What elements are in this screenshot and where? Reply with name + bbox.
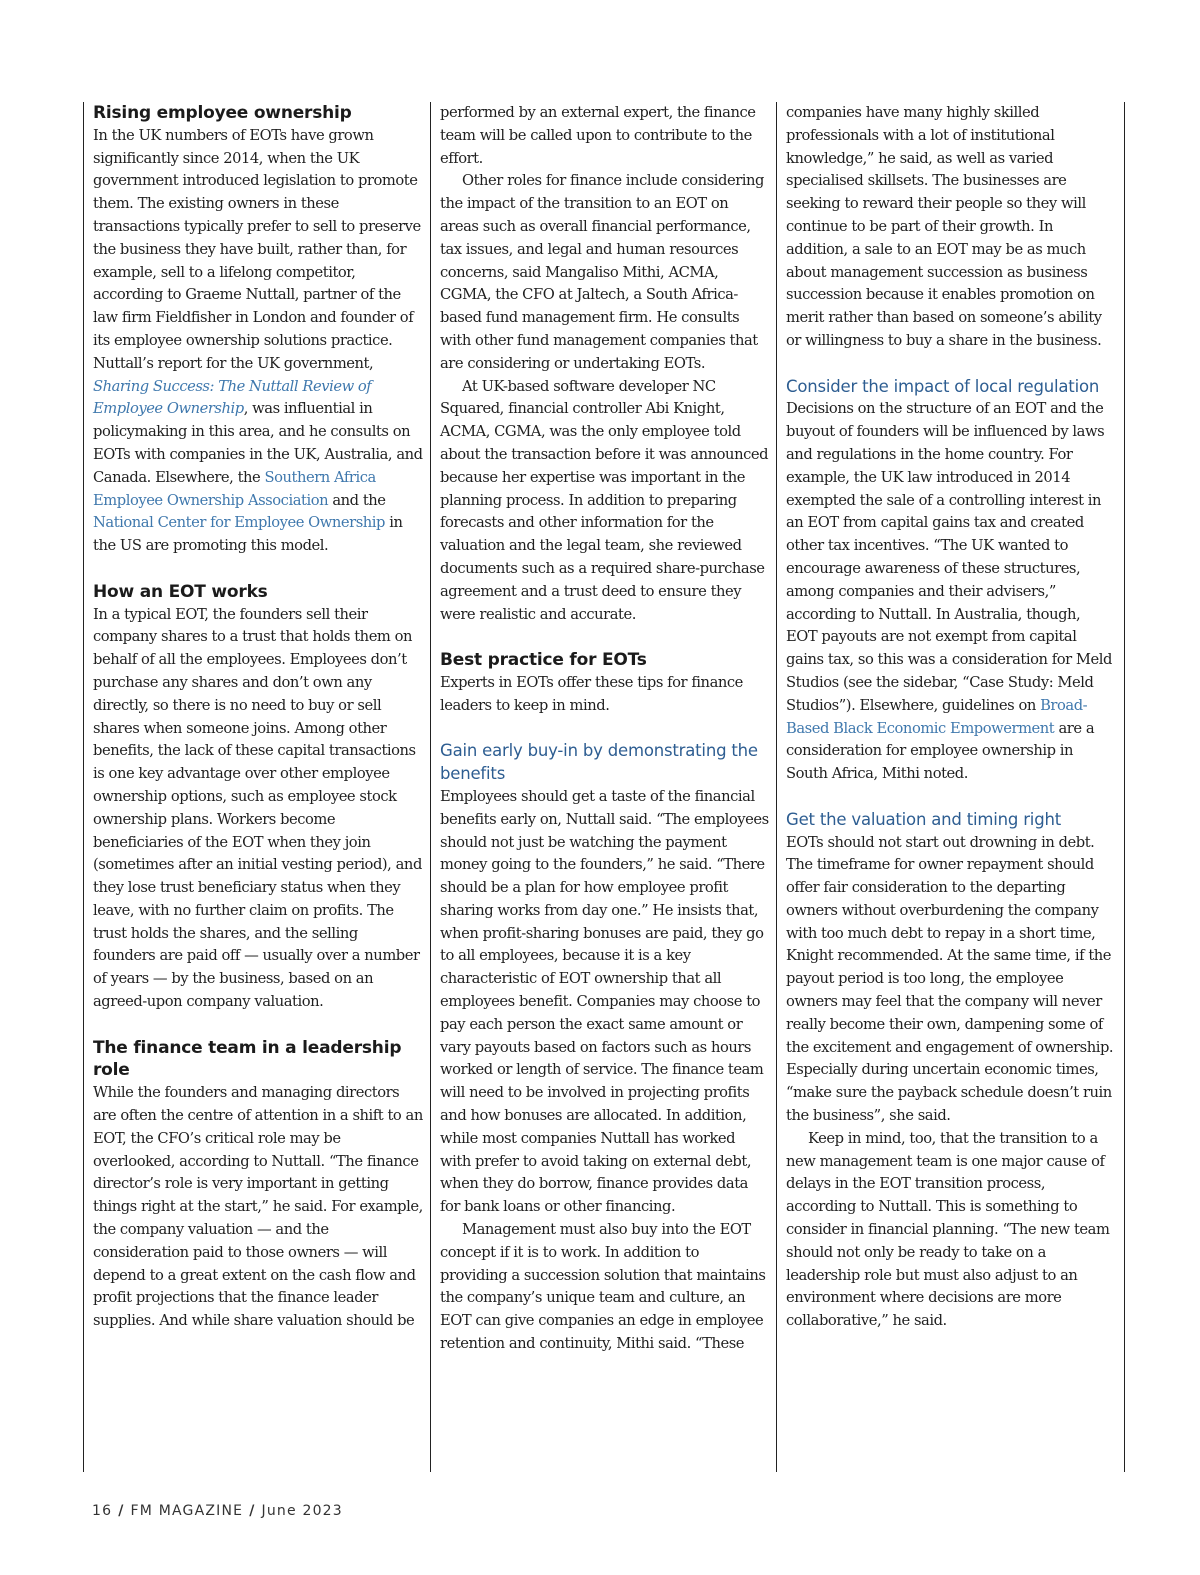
subheading-local-regulation: Consider the impact of local regulation <box>786 376 1100 396</box>
magazine-name: FM MAGAZINE <box>130 1503 244 1519</box>
link-southern-africa-eoa[interactable]: Southern Africa Employee Ownership Association <box>93 468 376 509</box>
paragraph-gain: Employees should get a taste of the financial benefits early on, Nuttall said. “The employees should not just be watching the payment money going to the founders,” he said. “There should be a plan for how employee profit sharing works from day one.” He insists that, when profit-sharing bonuses are paid, they go to all employees, because it is a key characteristic of EOT ownership that all employees benefit. Companies may choose to pay each person the exact same amount or vary payouts based on factors such as hours worked or length of service. The finance team will need to be involved in projecting profits and how bonuses are allocated. In addition, while most companies Nuttall has worked with prefer to avoid taking on external debt, when they do borrow, finance provides data for bank loans or other financing. <box>440 787 769 1216</box>
link-bbbee[interactable]: Broad-Based Black Economic Empowerment <box>786 696 1088 737</box>
paragraph-valuation: EOTs should not start out drowning in debt. The timeframe for owner repayment should offer fair consideration to the departing owners without overburdening the company with too much debt to repay in a short time, Knight recommended. At the same time, if the payout period is too long, the employee owners may feel that the company will never really become their own, dampening some of the excitement and engagement of ownership. Especially during uncertain economic times, “make sure the payback schedule doesn’t ruin the business”, she said. <box>786 833 1114 1125</box>
paragraph-rising <box>93 125 423 558</box>
column-3 <box>776 102 1125 1472</box>
link-sharing-success[interactable]: Sharing Success: The Nuttall Review of Employee Ownership <box>93 377 372 418</box>
subheading-gain-early-buy-in: Gain early buy-in by demonstrating the benefits <box>440 741 758 784</box>
text-segment: and the <box>328 491 386 509</box>
text-segment: , was influential in policymaking in this area, and he consults on EOTs with companies in the UK, Australia, and Canada. Elsewhere, the <box>93 400 423 486</box>
footer-separator: / <box>249 1503 256 1519</box>
column-1 <box>83 102 423 1472</box>
paragraph-best-practice: Experts in EOTs offer these tips for finance leaders to keep in mind. <box>440 673 743 714</box>
page-number: 16 <box>92 1503 113 1519</box>
paragraph-local-regulation <box>786 398 1114 786</box>
paragraph-finance: While the founders and managing directors are often the centre of attention in a shift to an EOT, the CFO’s critical role may be overlooked, according to Nuttall. “The finance director’s role is very important in getting things right at the start,” he said. For example, the company valuation — and the consideration paid to those owners — will depend to a great extent on the cash flow and profit projections that the finance leader supplies. And while share valuation should be <box>93 1084 423 1330</box>
paragraph-continued: companies have many highly skilled professionals with a lot of institutional knowledge,” he said, as well as varied specialised skillsets. The businesses are seeking to reward their people so they will continue to be part of their growth. In addition, a sale to an EOT may be as much about management succession as business succession because it enables promotion on merit rather than based on someone’s ability or willingness to buy a share in the business. <box>786 104 1102 349</box>
heading-rising-employee-ownership: Rising employee ownership <box>93 103 352 123</box>
heading-how-an-eot-works: How an EOT works <box>93 581 268 602</box>
heading-best-practice: Best practice for EOTs <box>440 650 647 671</box>
paragraph-continued: performed by an external expert, the finance team will be called upon to contribute to the effort. <box>440 104 756 167</box>
paragraph-nc-squared: At UK-based software developer NC Squared, financial controller Abi Knight, ACMA, CGMA, was the only employee told about the transaction before it was announced because her expertise was important in the planning process. In addition to preparing forecasts and other information for the valuation and the legal team, she reviewed documents such as a required share-purchase agreement and a trust deed to ensure they were realistic and accurate. <box>440 377 769 623</box>
text-segment: in the US are promoting this model. <box>93 514 403 555</box>
link-nceo[interactable]: National Center for Employee Ownership <box>93 514 385 532</box>
subheading-valuation-timing: Get the valuation and timing right <box>786 809 1061 829</box>
heading-finance-team-leadership: The finance team in a leadership role <box>93 1037 402 1081</box>
text-segment: are a consideration for employee ownership in South Africa, Mithi noted. <box>786 719 1095 783</box>
text-segment: In the UK numbers of EOTs have grown significantly since 2014, when the UK government introduced legislation to promote them. The existing owners in these transactions typically prefer to sell to preserve the business they have built, rather than, for example, sell to a lifelong competitor, according to Graeme Nuttall, partner of the law firm Fieldfisher in London and founder of its employee ownership solutions practice. Nuttall’s report for the UK government, <box>93 126 421 372</box>
column-2 <box>430 102 770 1472</box>
paragraph-keep-in-mind: Keep in mind, too, that the transition to a new management team is one major cause of delays in the EOT transition process, according to Nuttall. This is something to consider in financial planning. “The new team should not only be ready to take on a leadership role but must also adjust to an environment where decisions are more collaborative,” he said. <box>786 1129 1110 1330</box>
paragraph-other-roles: Other roles for finance include considering the impact of the transition to an EOT on areas such as overall financial performance, tax issues, and legal and human resources concerns, said Mangaliso Mithi, ACMA, CGMA, the CFO at Jaltech, a South Africa-based fund management firm. He consults with other fund management companies that are considering or undertaking EOTs. <box>440 172 764 372</box>
footer-separator: / <box>118 1503 125 1519</box>
paragraph-how: In a typical EOT, the founders sell their company shares to a trust that holds them on behalf of all the employees. Employees don’t purchase any shares and don’t own any directly, so there is no need to buy or sell shares when someone joins. Among other benefits, the lack of these capital transactions is one key advantage over other employee ownership options, such as employee stock ownership plans. Workers become beneficiaries of the EOT when they join (sometimes after an initial vesting period), and they lose trust beneficiary status when they leave, with no further claim on profits. The trust holds the shares, and the selling founders are paid off — usually over a number of years — by the business, based on an agreed-upon company valuation. <box>93 605 422 1011</box>
issue-date: June 2023 <box>261 1503 343 1519</box>
text-segment: Decisions on the structure of an EOT and the buyout of founders will be influenced by laws and regulations in the home country. For example, the UK law introduced in 2014 exempted the sale of a controlling interest in an EOT from capital gains tax and created other tax incentives. “The UK wanted to encourage awareness of these structures, among companies and their advisers,” according to Nuttall. In Australia, though, EOT payouts are not exempt from capital gains tax, so this was a consideration for Meld Studios (see the sidebar, “Case Study: Meld Studios”). Elsewhere, guidelines on <box>786 400 1112 714</box>
paragraph-management: Management must also buy into the EOT concept if it is to work. In addition to providing a succession solution that maintains the company’s unique team and culture, an EOT can give companies an edge in employee retention and continuity, Mithi said. “These <box>440 1221 766 1353</box>
page-footer <box>92 1503 343 1519</box>
